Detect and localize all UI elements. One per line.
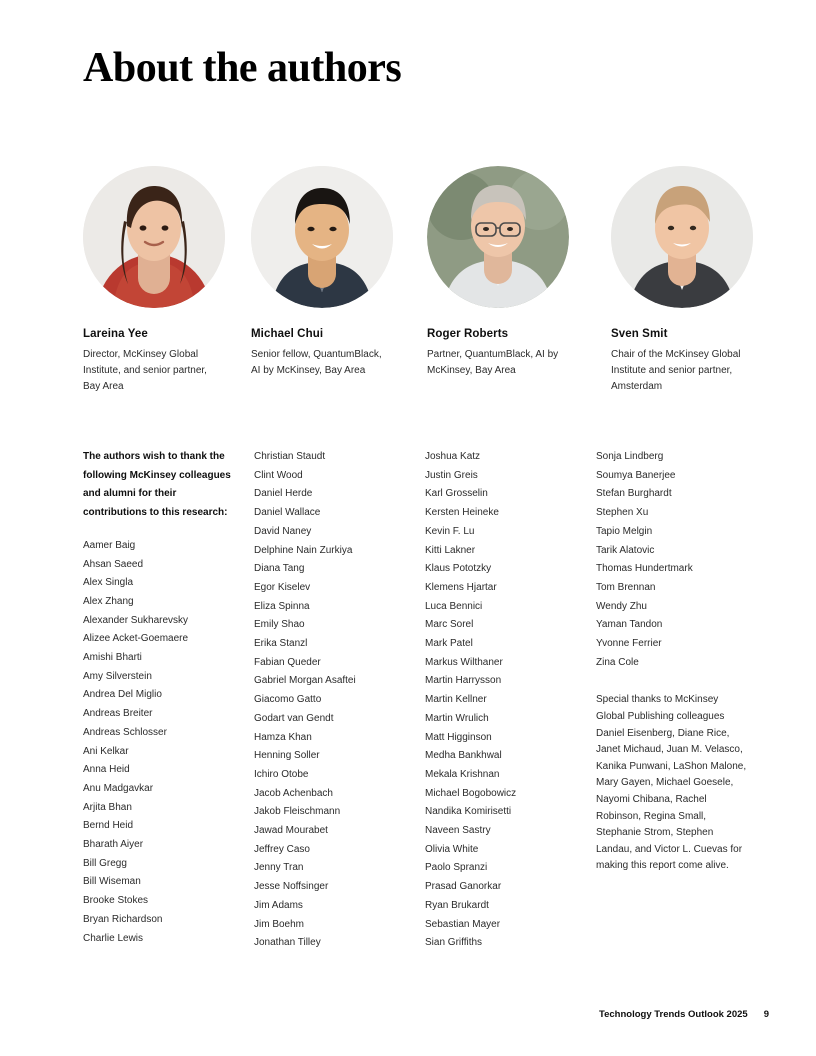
author-card bbox=[587, 166, 765, 395]
author-role: Partner, QuantumBlack, AI by McKinsey, Bay Area bbox=[427, 349, 559, 376]
list-item: Anu Madgavkar bbox=[83, 782, 154, 794]
list-item: Egor Kiselev bbox=[254, 581, 311, 593]
list-item: Clint Wood bbox=[254, 469, 303, 481]
list-item: Kitti Lakner bbox=[425, 544, 476, 556]
list-item: Brooke Stokes bbox=[83, 895, 149, 907]
list-item: Prasad Ganorkar bbox=[425, 881, 502, 893]
acknowledgements-column-3 bbox=[425, 448, 596, 953]
list-item: Godart van Gendt bbox=[254, 712, 334, 724]
list-item: Mark Patel bbox=[425, 638, 473, 650]
list-item: Sian Griffiths bbox=[425, 937, 483, 949]
list-item: Jenny Tran bbox=[254, 862, 304, 874]
list-item: Ryan Brukardt bbox=[425, 899, 489, 911]
list-item: Bryan Richardson bbox=[83, 913, 163, 925]
list-item: Fabian Queder bbox=[254, 656, 321, 668]
list-item: Martin Harrysson bbox=[425, 675, 502, 687]
list-item: Henning Soller bbox=[254, 750, 320, 762]
special-thanks: Special thanks to McKinsey Global Publishing colleagues Daniel Eisenberg, Diane Rice, Janet Michaud, Juan M. Velasco, Kanika Punwani, LaShon Malone, Mary Gayen, Michael Goesele, Nayomi Chibana, Rachel Robinson, Regina Small, Stephanie Strom, Stephen Landau, and Victor L. Cuevas for making this report come alive. bbox=[596, 694, 747, 872]
list-item: Bharath Aiyer bbox=[83, 839, 144, 851]
author-role: Senior fellow, QuantumBlack, AI by McKinsey, Bay Area bbox=[251, 349, 382, 376]
list-item: Charlie Lewis bbox=[83, 932, 144, 944]
list-item: Andreas Schlosser bbox=[83, 726, 167, 738]
list-item: Sonja Lindberg bbox=[596, 451, 664, 462]
list-item: Marc Sorel bbox=[425, 619, 474, 631]
author-name: Michael Chui bbox=[251, 328, 324, 340]
acknowledgements-intro: The authors wish to thank the following McKinsey colleagues and alumni for their contributions to this research: bbox=[83, 451, 231, 519]
authors-row bbox=[83, 166, 741, 395]
list-item: Jonathan Tilley bbox=[254, 937, 321, 949]
list-item: Daniel Wallace bbox=[254, 507, 321, 519]
author-role: Chair of the McKinsey Global Institute and senior partner, Amsterdam bbox=[611, 349, 741, 392]
list-item: Arjita Bhan bbox=[83, 801, 132, 813]
list-item: Amy Silverstein bbox=[83, 670, 152, 682]
list-item: Emily Shao bbox=[254, 619, 305, 631]
list-item: Alizee Acket-Goemaere bbox=[83, 633, 189, 645]
list-item: Klaus Pototzky bbox=[425, 563, 492, 575]
author-name: Lareina Yee bbox=[83, 328, 148, 340]
list-item: Giacomo Gatto bbox=[254, 694, 322, 706]
list-item: Diana Tang bbox=[254, 563, 305, 575]
list-item: Alex Zhang bbox=[83, 595, 134, 607]
list-item: Tapio Melgin bbox=[596, 525, 653, 537]
list-item: Naveen Sastry bbox=[425, 825, 491, 837]
list-item: Jakob Fleischmann bbox=[254, 806, 341, 818]
list-item: Wendy Zhu bbox=[596, 600, 647, 612]
author-name: Sven Smit bbox=[611, 328, 668, 340]
list-item: Alex Singla bbox=[83, 577, 134, 589]
acknowledgements-column-4 bbox=[596, 448, 767, 953]
avatar bbox=[251, 166, 393, 308]
page-footer bbox=[599, 1009, 769, 1020]
list-item: Soumya Banerjee bbox=[596, 469, 676, 481]
list-item: David Naney bbox=[254, 525, 312, 537]
list-item: Jim Adams bbox=[254, 899, 303, 911]
list-item: Karl Grosselin bbox=[425, 488, 488, 500]
author-card bbox=[83, 166, 243, 395]
avatar bbox=[611, 166, 753, 308]
list-item: Kevin F. Lu bbox=[425, 525, 475, 537]
list-item: Yvonne Ferrier bbox=[596, 638, 662, 650]
footer-report-title: Technology Trends Outlook 2025 bbox=[599, 1009, 748, 1020]
list-item: Thomas Hundertmark bbox=[596, 563, 693, 575]
list-item: Zina Cole bbox=[596, 656, 639, 668]
list-item: Jeffrey Caso bbox=[254, 843, 310, 855]
list-item: Daniel Herde bbox=[254, 488, 313, 500]
author-role: Director, McKinsey Global Institute, and senior partner, Bay Area bbox=[83, 349, 207, 392]
list-item: Luca Bennici bbox=[425, 600, 483, 612]
list-item: Jesse Noffsinger bbox=[254, 881, 329, 893]
list-item: Christian Staudt bbox=[254, 451, 326, 462]
footer-page-number: 9 bbox=[763, 1009, 769, 1020]
list-item: Kersten Heineke bbox=[425, 507, 499, 519]
list-item: Erika Stanzl bbox=[254, 638, 308, 650]
list-item: Delphine Nain Zurkiya bbox=[254, 544, 353, 556]
list-item: Ichiro Otobe bbox=[254, 768, 309, 780]
page-title: About the authors bbox=[83, 45, 402, 91]
list-item: Michael Bogobowicz bbox=[425, 787, 517, 799]
list-item: Jacob Achenbach bbox=[254, 787, 333, 799]
list-item: Aamer Baig bbox=[83, 539, 136, 551]
list-item: Mekala Krishnan bbox=[425, 768, 500, 780]
list-item: Stephen Xu bbox=[596, 507, 649, 519]
list-item: Anna Heid bbox=[83, 764, 130, 776]
list-item: Alexander Sukharevsky bbox=[83, 614, 189, 626]
list-item: Justin Greis bbox=[425, 469, 478, 481]
list-item: Jawad Mourabet bbox=[254, 825, 328, 837]
author-card bbox=[243, 166, 411, 395]
list-item: Martin Wrulich bbox=[425, 712, 489, 724]
list-item: Joshua Katz bbox=[425, 451, 481, 462]
list-item: Yaman Tandon bbox=[596, 619, 663, 631]
list-item: Gabriel Morgan Asaftei bbox=[254, 675, 356, 687]
list-item: Bernd Heid bbox=[83, 820, 134, 832]
list-item: Amishi Bharti bbox=[83, 652, 142, 664]
list-item: Olivia White bbox=[425, 843, 479, 855]
list-item: Martin Kellner bbox=[425, 694, 487, 706]
list-item: Bill Wiseman bbox=[83, 876, 141, 888]
avatar bbox=[83, 166, 225, 308]
list-item: Stefan Burghardt bbox=[596, 488, 672, 500]
avatar bbox=[427, 166, 569, 308]
list-item: Hamza Khan bbox=[254, 731, 312, 743]
acknowledgements-column-1 bbox=[83, 448, 254, 953]
list-item: Ani Kelkar bbox=[83, 745, 129, 757]
list-item: Andrea Del Miglio bbox=[83, 689, 162, 701]
author-name: Roger Roberts bbox=[427, 328, 509, 340]
list-item: Markus Wilthaner bbox=[425, 656, 503, 668]
acknowledgements-section bbox=[83, 448, 769, 953]
list-item: Eliza Spinna bbox=[254, 600, 310, 612]
list-item: Nandika Komirisetti bbox=[425, 806, 512, 818]
list-item: Tom Brennan bbox=[596, 581, 656, 593]
list-item: Jim Boehm bbox=[254, 918, 305, 930]
acknowledgements-column-2 bbox=[254, 448, 425, 953]
list-item: Medha Bankhwal bbox=[425, 750, 502, 762]
list-item: Ahsan Saeed bbox=[83, 558, 144, 570]
list-item: Klemens Hjartar bbox=[425, 581, 497, 593]
list-item: Tarik Alatovic bbox=[596, 544, 655, 556]
list-item: Matt Higginson bbox=[425, 731, 492, 743]
list-item: Sebastian Mayer bbox=[425, 918, 501, 930]
author-card bbox=[411, 166, 587, 395]
list-item: Paolo Spranzi bbox=[425, 862, 488, 874]
list-item: Andreas Breiter bbox=[83, 708, 153, 720]
list-item: Bill Gregg bbox=[83, 857, 127, 869]
